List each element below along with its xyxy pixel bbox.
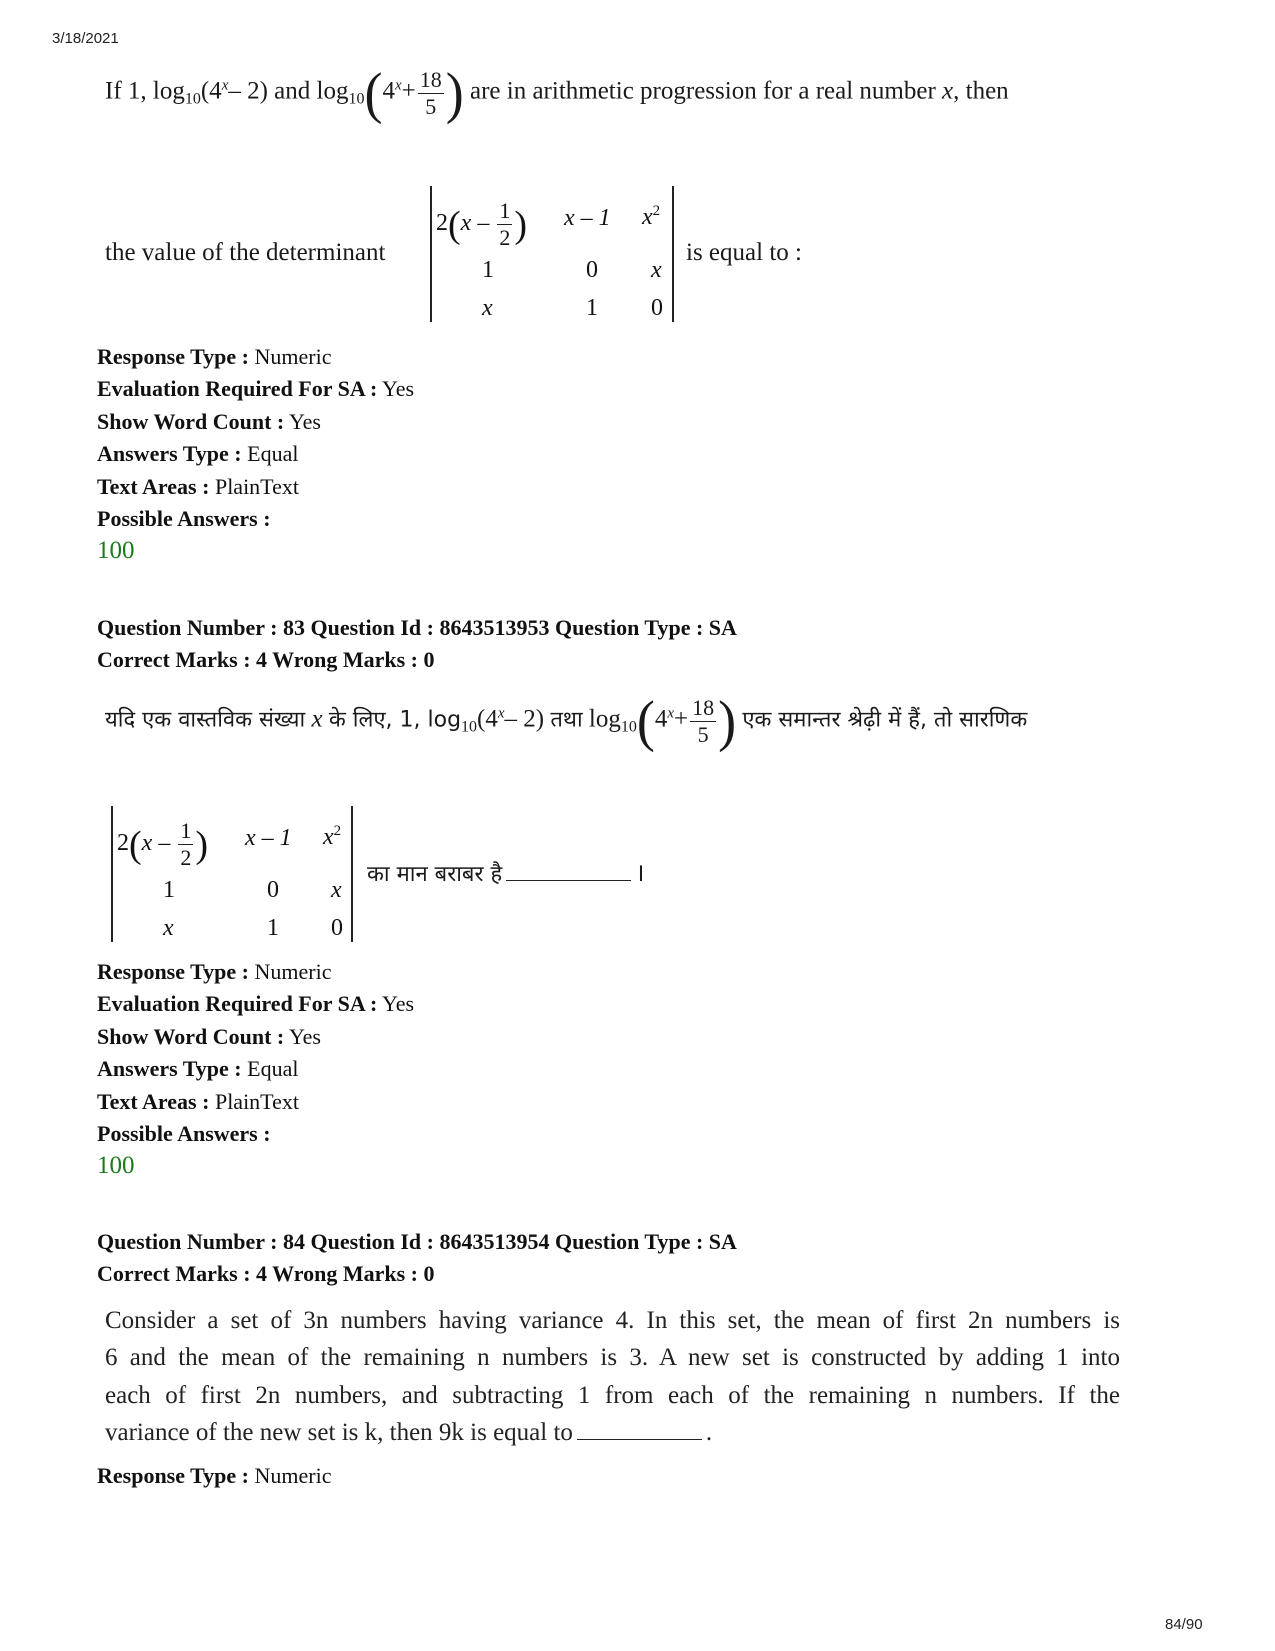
q83-header: Question Number : 83 Question Id : 8643513953 Question Type : SA Correct Marks : 4 Wrong Marks : 0 xyxy=(97,615,737,673)
q83-hindi-line-1: यदि एक वास्तविक संख्या x के लिए, 1, $\log_{10}(4^x-$ 2) तथा $\log_{10}(4^x+$ $\frac{18}{5}$ ) एक समान्तर श्रेढ़ी में हैं, तो सारणिक xyxy=(105,689,1028,753)
q84-meta: Response Type : Numeric xyxy=(97,1463,332,1488)
det-r3c1: x xyxy=(482,295,493,321)
q83-answer: 100 xyxy=(97,1152,135,1179)
det-r2c1: 1 xyxy=(482,257,494,283)
det-r1c3: $x^2$ xyxy=(642,203,661,230)
det-r3c3: 0 xyxy=(651,295,663,321)
det-r2c3: x xyxy=(651,257,662,283)
det-r2c2: 0 xyxy=(586,257,598,283)
page-number: 84/90 xyxy=(1165,1616,1203,1633)
det-r3c2: 1 xyxy=(586,295,598,321)
q84-question-text: Consider a set of 3n numbers having variance 4. In this set, the mean of first 2n numbers is 6 and the mean of the remaining n numbers is 3. A new set is constructed by adding 1 into each of first 2n numbers, and subtracting 1 from each of the remaining n numbers. If the variance of the new set is k, then 9k is equal to . xyxy=(105,1307,1120,1447)
q82-line-2-label: the value of the determinant xyxy=(105,239,386,266)
determinant-2: 2(x – $\frac{1}{2}$ ) x – 1 $x^2$ 1 0 x x 1 0 xyxy=(111,806,353,942)
fraction-18-5: $\frac{18}{5}$ xyxy=(419,66,442,119)
answer-blank xyxy=(577,1439,702,1440)
determinant-1 xyxy=(430,186,674,322)
q83-meta: Response Type : Numeric Evaluation Required For SA : Yes Show Word Count : Yes Answers Type : Equal Text Areas : PlainText Possible Answers : xyxy=(97,959,415,1147)
answer-blank xyxy=(506,880,631,881)
q82-meta: Response Type : Numeric Evaluation Required For SA : Yes Show Word Count : Yes Answers Type : Equal Text Areas : PlainText Possible Answers : xyxy=(97,344,415,532)
det-r1c2: x – 1 xyxy=(564,205,611,231)
print-date: 3/18/2021 xyxy=(52,30,119,47)
q82-line-2-tail: is equal to : xyxy=(686,239,802,266)
q84-header: Question Number : 84 Question Id : 8643513954 Question Type : SA Correct Marks : 4 Wrong Marks : 0 xyxy=(97,1229,737,1287)
q82-answer: 100 xyxy=(97,537,135,564)
q82-line-1: If 1, $\log_{10}(4^x-$ 2) and $\log_{10}(4^x+$ $\frac{18}{5}$ ) are in arithmetic progression for a real number x, then xyxy=(105,61,1009,125)
q83-hindi-line-2: का मान बराबर है । xyxy=(367,860,645,887)
det-r1c1: 2(x – $\frac{1}{2}$ ) xyxy=(436,198,527,250)
